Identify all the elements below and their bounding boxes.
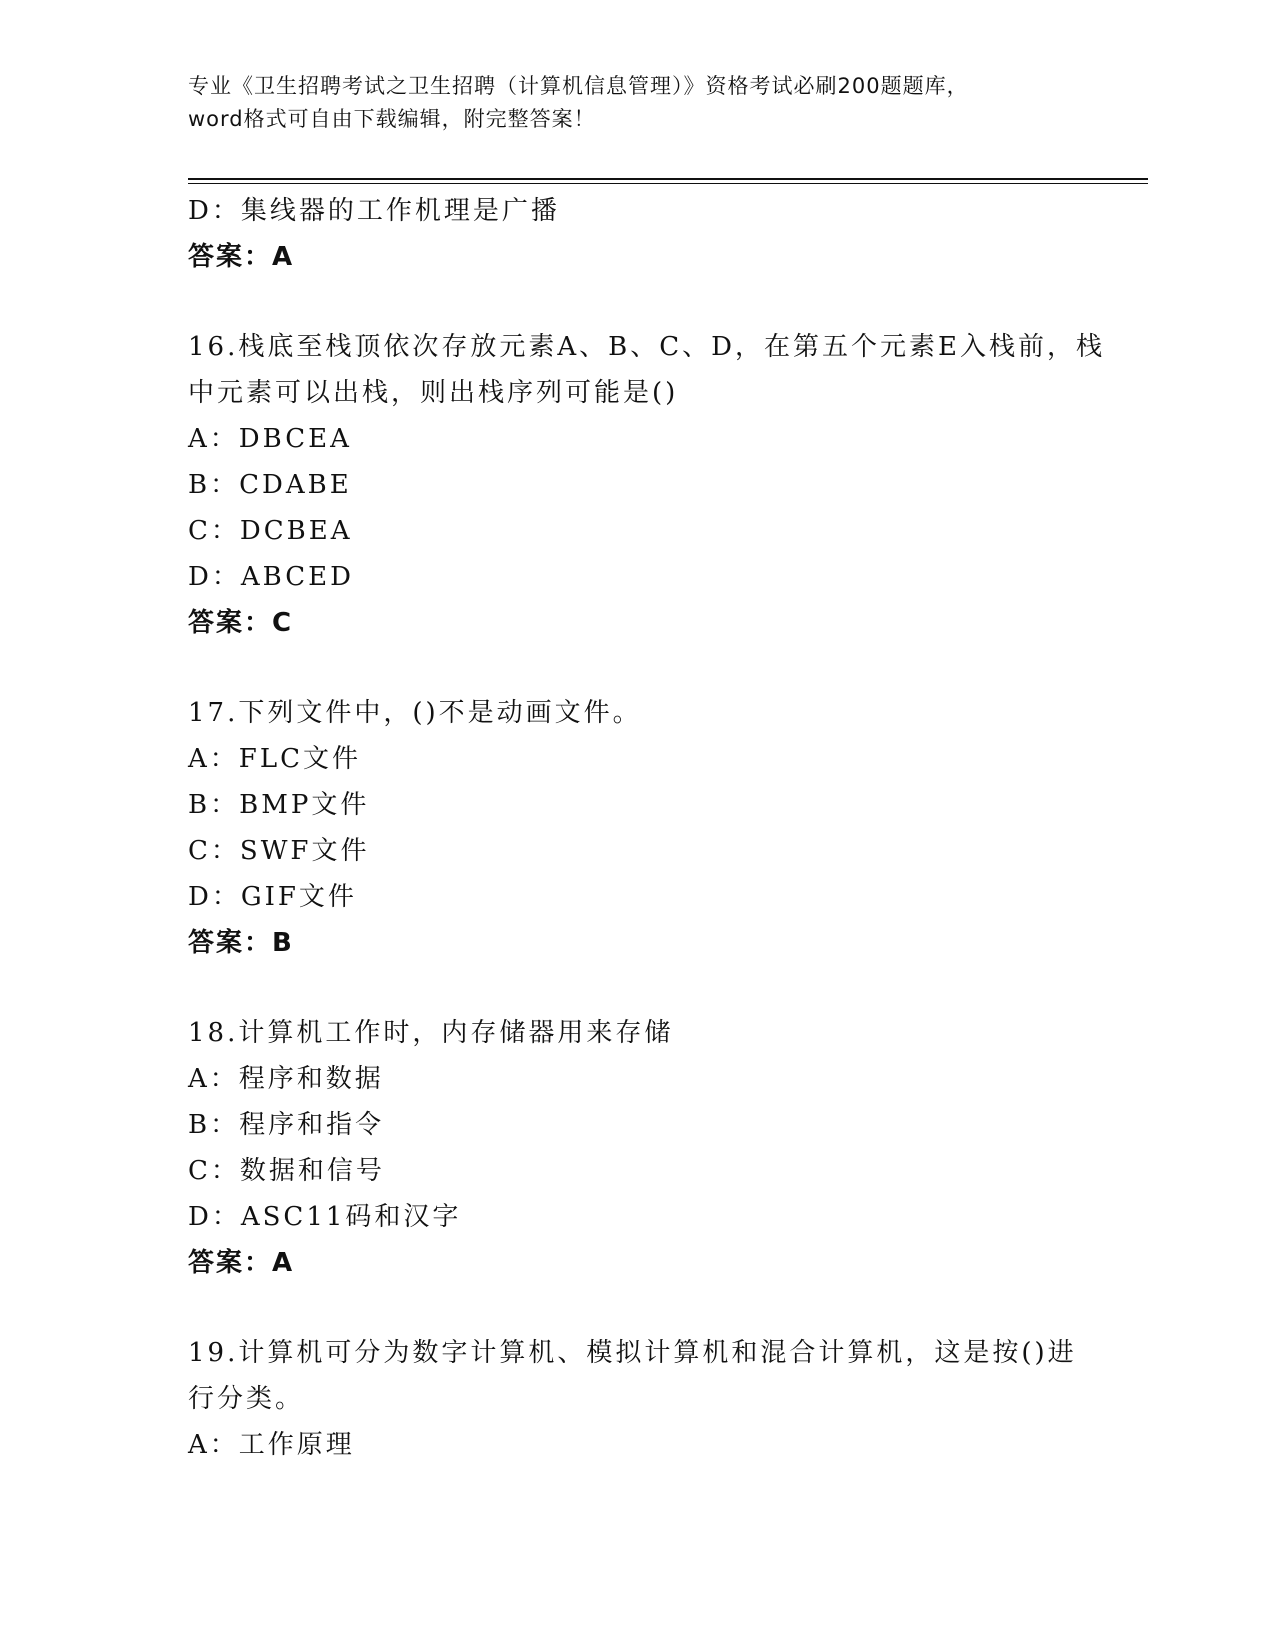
option-d: D：ASC11码和汉字 bbox=[188, 1202, 462, 1232]
answer: 答案：A bbox=[188, 242, 295, 272]
question-15-tail bbox=[188, 188, 1088, 280]
header-divider-thick bbox=[188, 178, 1148, 180]
question-stem: 17.下列文件中，()不是动画文件。 bbox=[188, 698, 642, 728]
question-18 bbox=[188, 1010, 1088, 1286]
question-17 bbox=[188, 690, 1088, 966]
option-c: C：DCBEA bbox=[188, 516, 353, 546]
question-stem: 18.计算机工作时，内存储器用来存储 bbox=[188, 1018, 674, 1048]
option-b: B：CDABE bbox=[188, 470, 352, 500]
answer: 答案：A bbox=[188, 1248, 295, 1278]
option-b: B：程序和指令 bbox=[188, 1110, 385, 1140]
header-title-line-2: word格式可自由下载编辑，附完整答案！ bbox=[188, 107, 596, 131]
answer: 答案：C bbox=[188, 608, 294, 638]
option-a: A：DBCEA bbox=[188, 424, 352, 454]
spacer bbox=[188, 280, 1088, 324]
question-list bbox=[188, 188, 1105, 1468]
option-a: A：工作原理 bbox=[188, 1430, 355, 1460]
option-c: C：数据和信号 bbox=[188, 1156, 385, 1186]
spacer bbox=[188, 966, 1088, 1010]
question-16 bbox=[188, 324, 1105, 646]
option-a: A：程序和数据 bbox=[188, 1064, 384, 1094]
option-d: D：GIF文件 bbox=[188, 882, 357, 912]
question-stem: 中元素可以出栈，则出栈序列可能是() bbox=[188, 378, 679, 408]
header-divider-thin bbox=[188, 183, 1148, 184]
option-a: A：FLC文件 bbox=[188, 744, 361, 774]
question-stem: 16.栈底至栈顶依次存放元素A、B、C、D，在第五个元素E入栈前，栈 bbox=[188, 332, 1105, 362]
document-header bbox=[188, 70, 1088, 136]
question-stem: 19.计算机可分为数字计算机、模拟计算机和混合计算机，这是按()进 bbox=[188, 1338, 1077, 1368]
option-b: B：BMP文件 bbox=[188, 790, 370, 820]
answer: 答案：B bbox=[188, 928, 294, 958]
option-d: D：ABCED bbox=[188, 562, 354, 592]
spacer bbox=[188, 646, 1088, 690]
header-title-line-1: 专业《卫生招聘考试之卫生招聘（计算机信息管理）》资格考试必刷200题题库， bbox=[188, 74, 969, 98]
question-19 bbox=[188, 1330, 1088, 1468]
question-stem: 行分类。 bbox=[188, 1384, 305, 1414]
option-d: D：集线器的工作机理是广播 bbox=[188, 196, 560, 226]
option-c: C：SWF文件 bbox=[188, 836, 370, 866]
spacer bbox=[188, 1286, 1088, 1330]
